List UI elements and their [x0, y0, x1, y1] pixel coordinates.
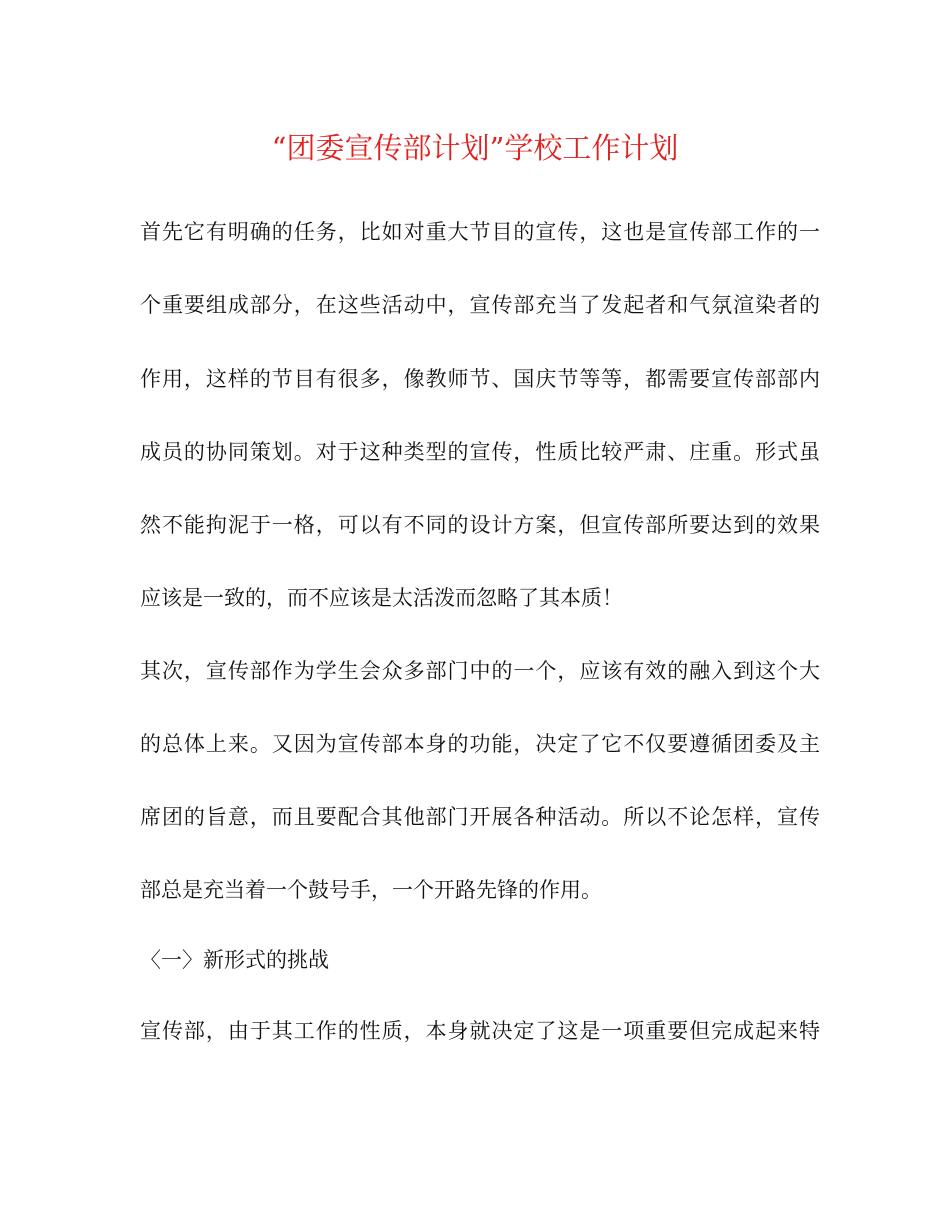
paragraph-3-line-1: 宣传部，由于其工作的性质，本身就决定了这是一项重要但完成起来特: [140, 1019, 820, 1043]
paragraph-1-line-5: 然不能拘泥于一格，可以有不同的设计方案，但宣传部所要达到的效果: [140, 513, 820, 537]
paragraph-2-line-1: 其次，宣传部作为学生会众多部门中的一个，应该有效的融入到这个大: [140, 659, 820, 683]
paragraph-1-line-6: 应该是一致的，而不应该是太活泼而忽略了其本质！: [140, 586, 623, 610]
paragraph-1-line-2: 个重要组成部分，在这些活动中，宣传部充当了发起者和气氛渲染者的: [140, 293, 820, 317]
section-heading: 〈一〉新形式的挑战: [140, 948, 329, 972]
paragraph-1-line-3: 作用，这样的节目有很多，像教师节、国庆节等等，都需要宣传部部内: [140, 367, 820, 391]
paragraph-2-line-3: 席团的旨意，而且要配合其他部门开展各种活动。所以不论怎样，宣传: [140, 805, 820, 829]
paragraph-2-line-4: 部总是充当着一个鼓号手，一个开路先锋的作用。: [140, 878, 602, 902]
document-title: “团委宣传部计划”学校工作计划: [271, 131, 679, 165]
paragraph-1-line-4: 成员的协同策划。对于这种类型的宣传，性质比较严肃、庄重。形式虽: [140, 440, 820, 464]
paragraph-2-line-2: 的总体上来。又因为宣传部本身的功能，决定了它不仅要遵循团委及主: [140, 732, 820, 756]
paragraph-1-line-1: 首先它有明确的任务，比如对重大节目的宣传，这也是宣传部工作的一: [140, 220, 820, 244]
